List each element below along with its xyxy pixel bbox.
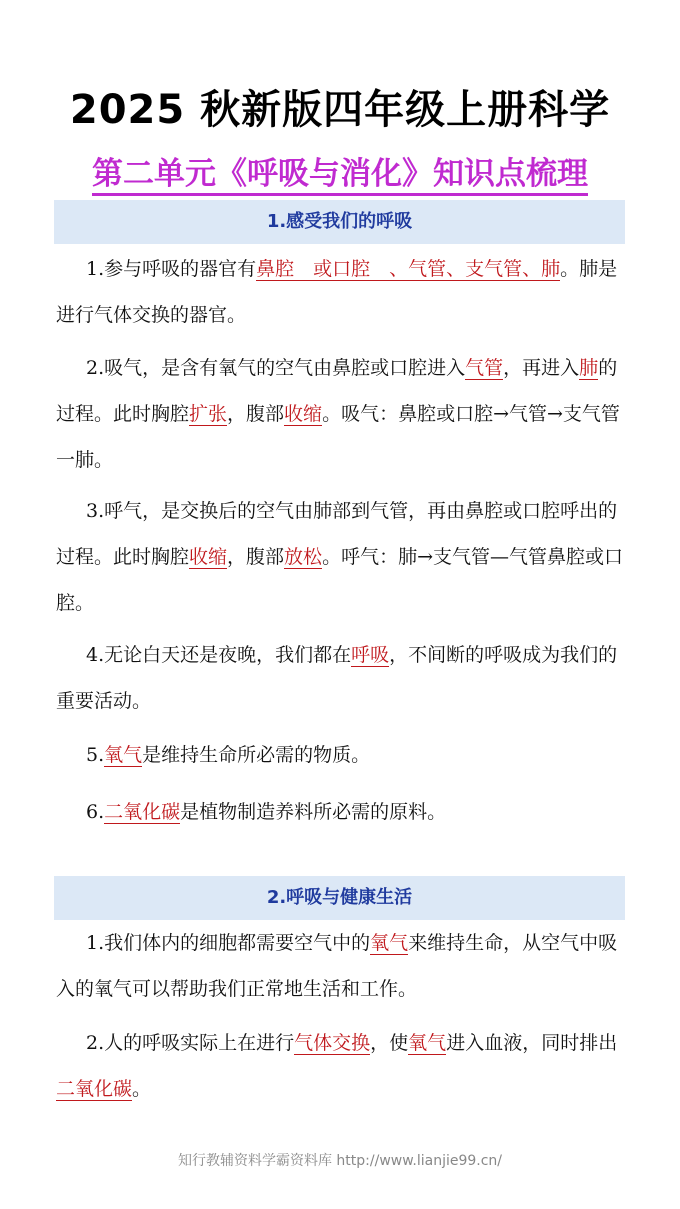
paragraph xyxy=(56,789,636,835)
answer-blank: 肺 xyxy=(579,357,599,379)
answer-blank: 气体交换 xyxy=(294,1032,371,1054)
answer-blank: 氧气 xyxy=(408,1032,447,1054)
paragraph-fragment: 。呼气：肺→支气管—气管鼻腔或口腔。 xyxy=(56,546,623,614)
answer-blank: 收缩 xyxy=(189,546,228,568)
paragraph xyxy=(56,345,636,483)
page-title: 2025 秋新版四年级上册科学 xyxy=(69,87,611,133)
paragraph-fragment: 是维持生命所必需的物质。 xyxy=(142,744,371,766)
paragraph-text xyxy=(56,500,623,614)
answer-blank: 气管 xyxy=(465,357,504,379)
answer-blank: 扩张 xyxy=(189,403,228,425)
paragraph xyxy=(56,1020,636,1112)
section-heading-2: 2.呼吸与健康生活 xyxy=(54,876,625,920)
paragraph-text xyxy=(56,258,617,326)
paragraph-fragment: ，不间断的呼吸成为我们的重要活动。 xyxy=(56,644,618,712)
paragraph-fragment: 1.我们体内的细胞都需要空气中的 xyxy=(86,932,371,954)
paragraph-text xyxy=(56,644,617,712)
paragraph xyxy=(56,632,636,724)
paragraph-fragment: ，腹部 xyxy=(227,403,285,425)
paragraph-fragment: 4.无论白天还是夜晚，我们都在 xyxy=(86,644,352,666)
paragraph-fragment: 。吸气：鼻腔或口腔→气管→支气管一肺。 xyxy=(56,403,620,471)
paragraph-fragment: 2.吸气，是含有氧气的空气由鼻腔或口腔进入 xyxy=(86,357,466,379)
answer-blank: 收缩 xyxy=(284,403,323,425)
paragraph-fragment: 2.人的呼吸实际上在进行 xyxy=(86,1032,295,1054)
paragraph-text xyxy=(56,932,617,1000)
paragraph-text xyxy=(56,357,620,471)
footer-text: 知行教辅资料学霸资料库 http://www.lianjie99.cn/ xyxy=(177,1153,503,1169)
paragraph-fragment: 进入血液，同时排出 xyxy=(446,1032,618,1054)
answer-blank: 鼻腔 或口腔 、气管、支气管、肺 xyxy=(256,258,561,280)
answer-blank: 氧气 xyxy=(104,744,143,766)
paragraph-fragment: 。 xyxy=(132,1078,152,1100)
paragraph-fragment: ，再进入 xyxy=(503,357,580,379)
section-heading-1: 1.感受我们的呼吸 xyxy=(54,200,625,244)
paragraph-fragment: 1.参与呼吸的器官有 xyxy=(86,258,257,280)
paragraph-text xyxy=(56,1032,617,1100)
answer-blank: 二氧化碳 xyxy=(56,1078,133,1100)
answer-blank: 二氧化碳 xyxy=(104,801,181,823)
answer-blank: 氧气 xyxy=(370,932,409,954)
paragraph xyxy=(56,488,636,626)
paragraph-fragment: 6. xyxy=(86,801,105,823)
paragraph xyxy=(56,246,636,338)
paragraph-fragment: 来维持生命，从空气中吸入的氧气可以帮助我们正常地生活和工作。 xyxy=(56,932,618,1000)
paragraph-fragment: ，腹部 xyxy=(227,546,285,568)
paragraph xyxy=(56,920,636,1012)
paragraph-text xyxy=(56,801,446,823)
paragraph-fragment: 的过程。此时胸腔 xyxy=(56,357,618,425)
paragraph xyxy=(56,732,636,778)
paragraph-fragment: ，使 xyxy=(370,1032,409,1054)
answer-blank: 呼吸 xyxy=(351,644,390,666)
paragraph-fragment: 5. xyxy=(86,744,105,766)
paragraph-text xyxy=(56,744,370,766)
subtitle-text: 第二单元《呼吸与消化》知识点梳理 xyxy=(92,156,588,196)
page-subtitle xyxy=(0,148,680,193)
paragraph-fragment: 是植物制造养料所必需的原料。 xyxy=(180,801,447,823)
paragraph-fragment: 3.呼气，是交换后的空气由肺部到气管，再由鼻腔或口腔呼出的过程。此时胸腔 xyxy=(56,500,618,568)
paragraph-fragment: 。肺是进行气体交换的器官。 xyxy=(56,258,618,326)
answer-blank: 放松 xyxy=(284,546,323,568)
